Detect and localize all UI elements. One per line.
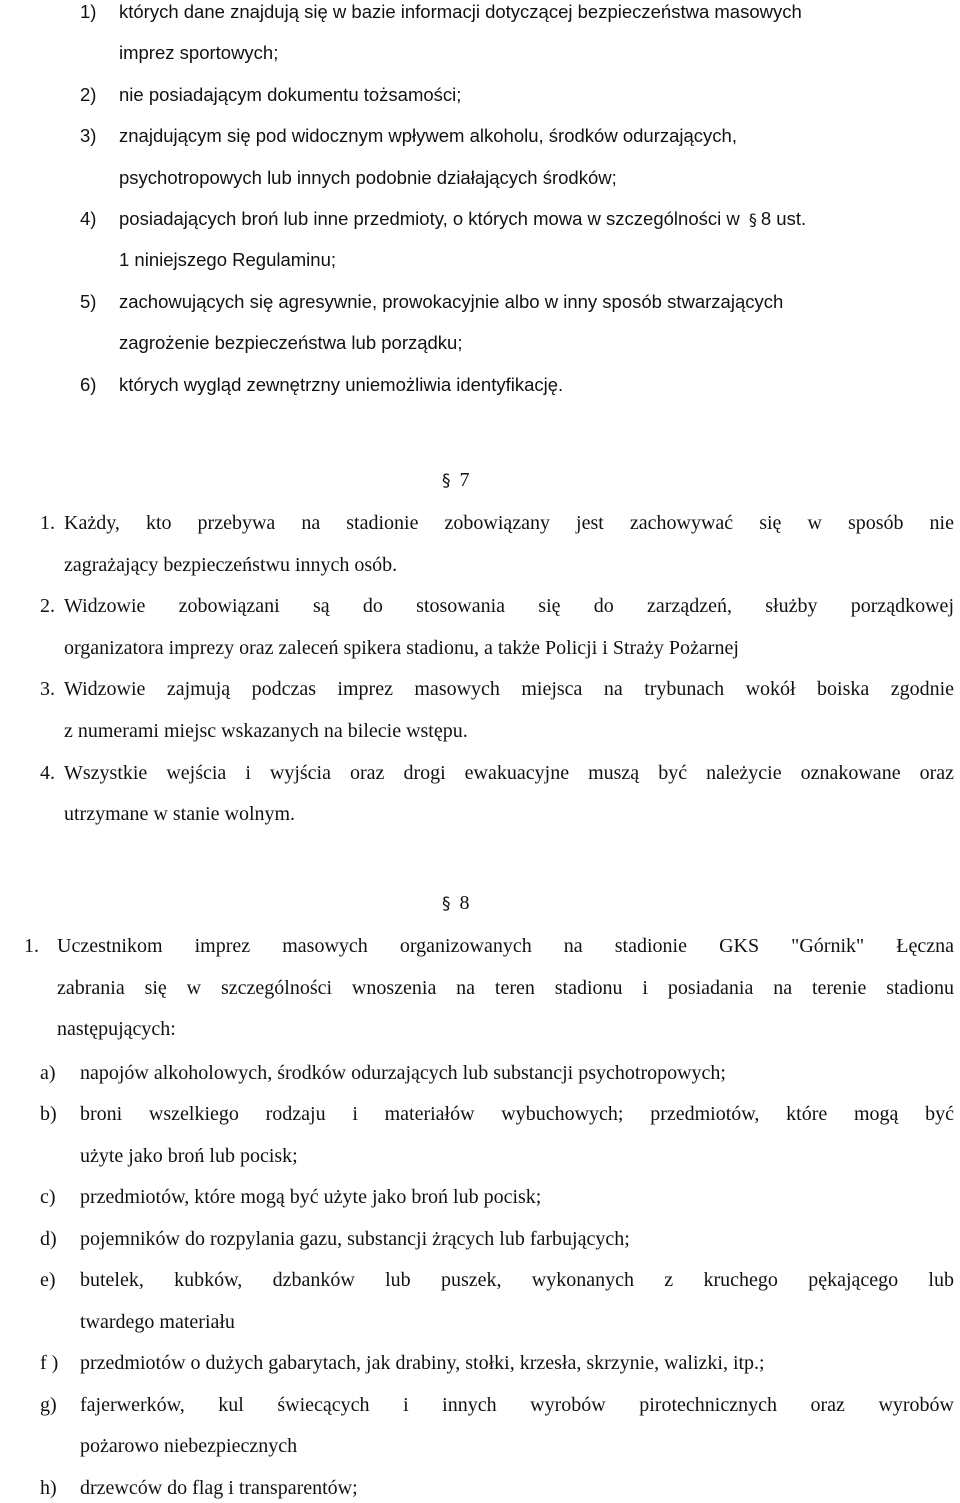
paragraph-text: zabrania się w szczególności wnoszenia na teren stadionu i posiadania na terenie stadionu	[57, 977, 954, 999]
list-letter: h)	[40, 1477, 57, 1499]
list-item-text: twardego materiału	[80, 1311, 235, 1333]
paragraph-number: 4.	[40, 762, 55, 784]
list-letter: a)	[40, 1062, 56, 1084]
section-8-heading	[442, 891, 470, 916]
list-item-text: fajerwerków, kul świecących i innych wyrobów pirotechnicznych oraz wyrobów	[80, 1394, 954, 1416]
paragraph-text: Widzowie zajmują podczas imprez masowych miejsca na trybunach wokół boiska zgodnie	[64, 678, 954, 700]
list-item-text: użyte jako broń lub pocisk;	[80, 1145, 298, 1167]
list-number: 1)	[80, 1, 97, 22]
list-letter: g)	[40, 1394, 57, 1416]
section-symbol: §	[442, 471, 451, 491]
section-number: 7	[459, 469, 470, 491]
list-item-text: napojów alkoholowych, środków odurzających lub substancji psychotropowych;	[80, 1062, 726, 1084]
list-item-text: broni wszelkiego rodzaju i materiałów wybuchowych; przedmiotów, które mogą być	[80, 1103, 954, 1125]
list-item-text: psychotropowych lub innych podobnie działających środków;	[119, 167, 617, 188]
section-symbol: §	[748, 210, 757, 229]
paragraph-number: 3.	[40, 678, 55, 700]
list-letter: c)	[40, 1186, 56, 1208]
paragraph-text: następujących:	[57, 1018, 176, 1040]
paragraph-text: zagrażający bezpieczeństwu innych osób.	[64, 554, 398, 576]
list-item-text: drzewców do flag i transparentów;	[80, 1477, 358, 1499]
list-letter: f )	[40, 1352, 59, 1374]
list-item-text: których dane znajdują się w bazie informacji dotyczącej bezpieczeństwa masowych	[119, 1, 802, 22]
paragraph-text: Każdy, kto przebywa na stadionie zobowiązany jest zachowywać się w sposób nie	[64, 512, 954, 534]
list-item-text: przedmiotów o dużych gabarytach, jak drabiny, stołki, krzesła, skrzynie, walizki, itp.;	[80, 1352, 765, 1374]
paragraph-number: 1.	[24, 935, 39, 957]
list-number: 5)	[80, 291, 97, 312]
list-number: 4)	[80, 208, 97, 229]
paragraph-text: organizatora imprezy oraz zaleceń spikera stadionu, a także Policji i Straży Pożarnej	[64, 637, 739, 659]
list-item-text: pojemników do rozpylania gazu, substancji żrących lub farbujących;	[80, 1228, 630, 1250]
list-item-text: butelek, kubków, dzbanków lub puszek, wykonanych z kruchego pękającego lub	[80, 1269, 954, 1291]
list-item-text: pożarowo niebezpiecznych	[80, 1435, 298, 1457]
paragraph-number: 1.	[40, 512, 55, 534]
list-letter: b)	[40, 1103, 57, 1125]
paragraph-text: utrzymane w stanie wolnym.	[64, 803, 296, 825]
list-item-text-part: posiadających broń lub inne przedmioty, o których mowa w szczególności w	[119, 208, 740, 229]
paragraph-number: 2.	[40, 595, 55, 617]
list-number: 6)	[80, 374, 97, 395]
list-item-text: przedmiotów, które mogą być użyte jako broń lub pocisk;	[80, 1186, 542, 1208]
section-7-heading	[442, 468, 470, 493]
section-number: 8	[459, 892, 470, 914]
list-item-text: imprez sportowych;	[119, 42, 279, 63]
list-item-text-part: 8 ust.	[760, 208, 807, 229]
list-item-text: 1 niniejszego Regulaminu;	[119, 249, 336, 270]
list-letter: d)	[40, 1228, 57, 1250]
paragraph-text: Widzowie zobowiązani są do stosowania się do zarządzeń, służby porządkowej	[64, 595, 954, 617]
list-item-text: nie posiadającym dokumentu tożsamości;	[119, 84, 462, 105]
section-symbol: §	[442, 894, 451, 914]
list-item-text: znajdującym się pod widocznym wpływem alkoholu, środków odurzających,	[119, 125, 737, 146]
list-item-text	[119, 207, 806, 232]
paragraph-text: z numerami miejsc wskazanych na bilecie wstępu.	[64, 720, 468, 742]
list-item-text: zagrożenie bezpieczeństwa lub porządku;	[119, 332, 463, 353]
list-item-text: których wygląd zewnętrzny uniemożliwia identyfikację.	[119, 374, 564, 395]
paragraph-text: Wszystkie wejścia i wyjścia oraz drogi ewakuacyjne muszą być należycie oznakowane oraz	[64, 762, 954, 784]
paragraph-text: Uczestnikom imprez masowych organizowanych na stadionie GKS "Górnik" Łęczna	[57, 935, 954, 957]
list-number: 3)	[80, 125, 97, 146]
list-item-text: zachowujących się agresywnie, prowokacyjnie albo w inny sposób stwarzających	[119, 291, 784, 312]
list-letter: e)	[40, 1269, 56, 1291]
list-number: 2)	[80, 84, 97, 105]
